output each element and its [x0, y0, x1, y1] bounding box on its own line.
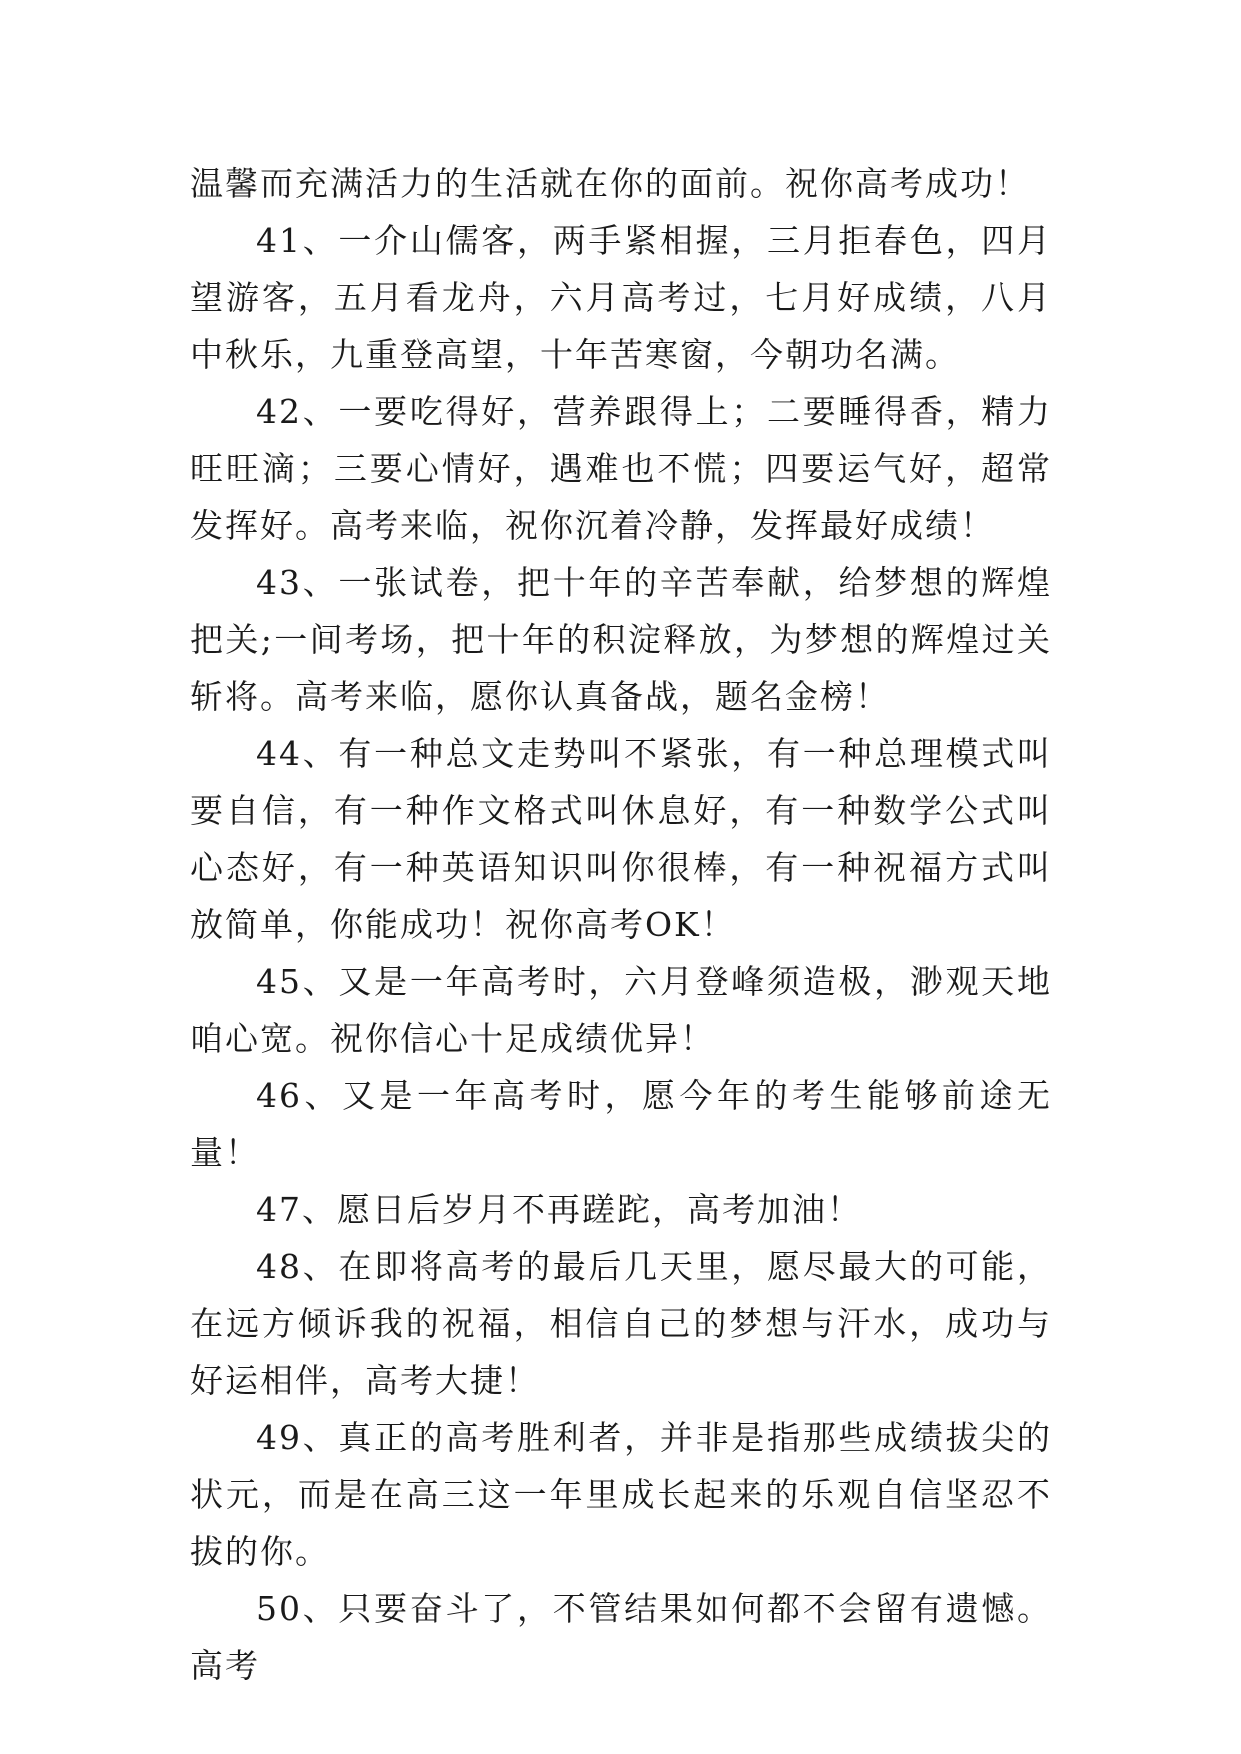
- paragraph-item-41: 41、一介山儒客，两手紧相握，三月拒春色，四月望游客，五月看龙舟，六月高考过，七月好成绩，八月中秋乐，九重登高望，十年苦寒窗，今朝功名满。: [190, 221, 1052, 374]
- paragraph-item-47: 47、愿日后岁月不再蹉跎，高考加油！: [256, 1190, 862, 1229]
- paragraph-item-49: 49、真正的高考胜利者，并非是指那些成绩拔尖的状元，而是在高三这一年里成长起来的乐观自信坚忍不拔的你。: [190, 1418, 1052, 1571]
- paragraph-item-44: 44、有一种总文走势叫不紧张，有一种总理模式叫要自信，有一种作文格式叫休息好，有一种数学公式叫心态好，有一种英语知识叫你很棒，有一种祝福方式叫放简单，你能成功！祝你高考OK！: [190, 734, 1052, 944]
- paragraph-item-42: 42、一要吃得好，营养跟得上；二要睡得香，精力旺旺滴；三要心情好，遇难也不慌；四要运气好，超常发挥好。高考来临，祝你沉着冷静，发挥最好成绩！: [190, 392, 1052, 545]
- paragraph-item-50: 50、只要奋斗了，不管结果如何都不会留有遗憾。高考: [190, 1589, 1052, 1685]
- paragraph-item-46: 46、又是一年高考时，愿今年的考生能够前途无量！: [190, 1076, 1052, 1172]
- document-body: [190, 155, 1052, 1694]
- paragraph-item-43: 43、一张试卷，把十年的辛苦奉献，给梦想的辉煌把关;一间考场，把十年的积淀释放，为梦想的辉煌过关斩将。高考来临，愿你认真备战，题名金榜！: [190, 563, 1052, 716]
- paragraph-item-45: 45、又是一年高考时，六月登峰须造极，渺观天地咱心宽。祝你信心十足成绩优异！: [190, 962, 1052, 1058]
- paragraph-item-48: 48、在即将高考的最后几天里，愿尽最大的可能，在远方倾诉我的祝福，相信自己的梦想与汗水，成功与好运相伴，高考大捷！: [190, 1247, 1052, 1400]
- paragraph-continuation: 温馨而充满活力的生活就在你的面前。祝你高考成功！: [190, 164, 1030, 203]
